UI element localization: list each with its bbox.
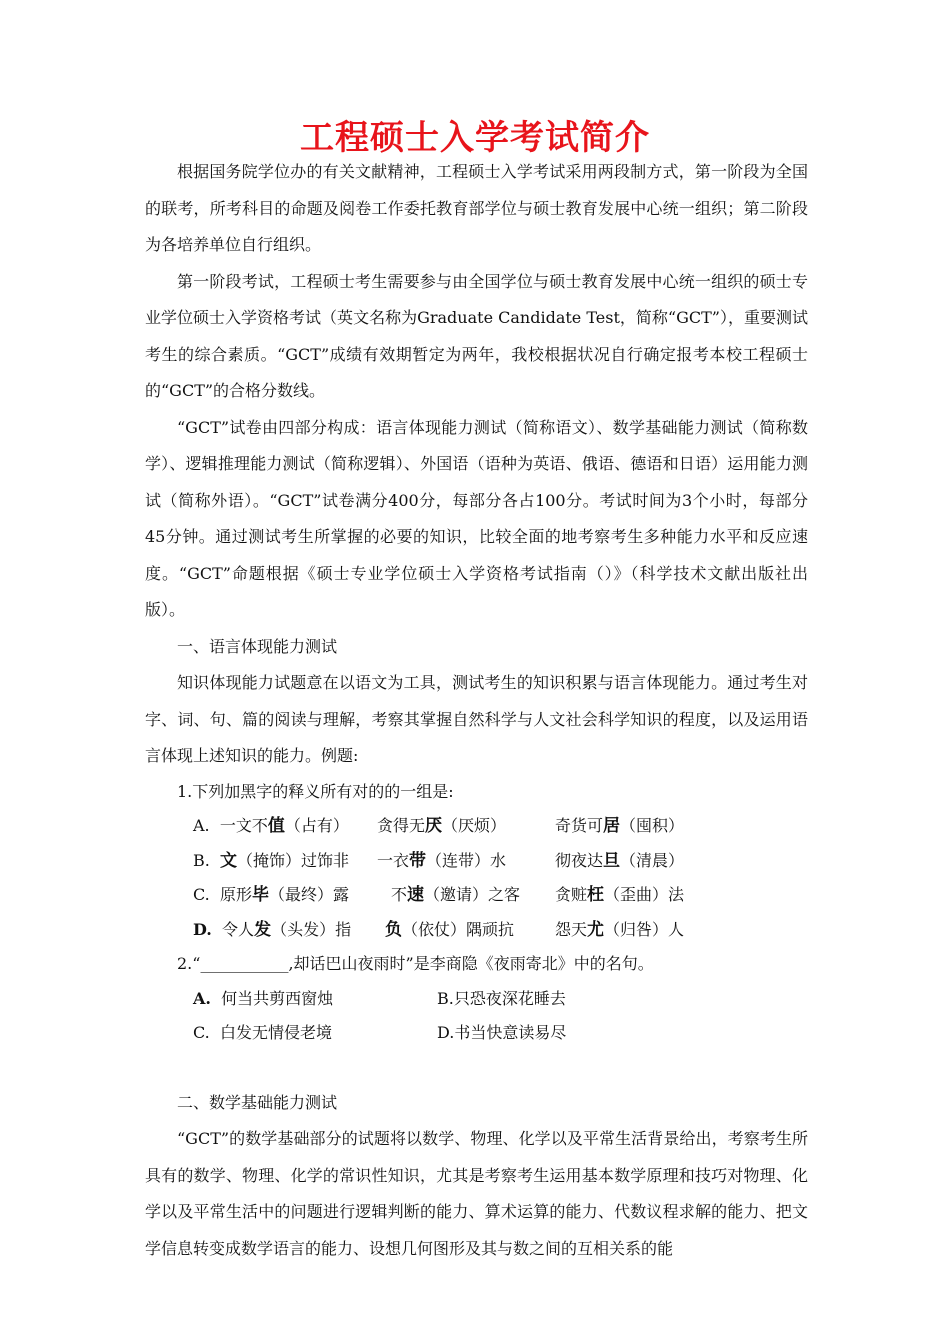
question-2-option-a: A. 何当共剪西窗烛 (193, 988, 334, 1008)
document-body (145, 154, 808, 1267)
option-d-item-3: 怨天尤（归咎）人 (555, 919, 685, 940)
page-title: 工程硕士入学考试简介 (300, 118, 650, 158)
option-c-item-3: 贪赃枉（歪曲）法 (555, 885, 685, 905)
option-a-item-3: 奇货可居（囤积） (555, 816, 685, 836)
intro-paragraph-2: 第一阶段考试，工程硕士考生需要参与由全国学位与硕士教育发展中心统一组织的硕士专业学位硕士入学资格考试（英文名称为Graduate Candidate Test，简称“GCT”），重要测试考生的综合素质。“GCT”成绩有效期暂定为两年，我校根据状况自行确定报考本校工程硕士的“GCT”的合格分数线。 (145, 271, 808, 400)
option-d-item-2: 负（依仗）隅顽抗 (385, 919, 515, 940)
question-2-options-row-2 (145, 1016, 808, 1051)
option-b-item-2: 一衣带（连带）水 (377, 850, 507, 871)
question-2-options-row-1 (145, 982, 808, 1017)
section-1-description: 知识体现能力试题意在以语文为工具，测试考生的知识积累与语言体现能力。通过考生对字、词、句、篇的阅读与理解，考察其掌握自然科学与人文社会科学知识的程度，以及运用语言体现上述知识的能力。例题: (145, 673, 808, 765)
option-b-item-3: 彻夜达旦（清晨） (555, 850, 685, 871)
question-1-option-b (145, 844, 808, 879)
section-2-heading: 二、数学基础能力测试 (177, 1092, 338, 1112)
section-spacer (145, 1051, 808, 1085)
option-c-item-1: C. 原形毕（最终）露 (193, 885, 349, 905)
question-2-option-b: B.只恐夜深花睡去 (437, 988, 566, 1008)
option-a-item-2: 贪得无厌（厌烦） (377, 816, 507, 836)
intro-paragraph-3: “GCT”试卷由四部分构成：语言体现能力测试（简称语文）、数学基础能力测试（简称数学）、逻辑推理能力测试（简称逻辑）、外国语（语种为英语、俄语、德语和日语）运用能力测试（简称外语）。“GCT”试卷满分400分，每部分各占100分。考试时间为3个小时，每部分45分钟。通过测试考生所掌握的必要的知识，比较全面的地考察考生多种能力水平和反应速度。“GCT”命题根据《硕士专业学位硕士入学资格考试指南（）》（科学技术文献出版社出版）。 (145, 417, 808, 619)
option-b-item-1: B. 文（掩饰）过饰非 (193, 850, 350, 871)
question-2-option-d: D.书当快意读易尽 (437, 1023, 567, 1042)
question-1-option-c (145, 878, 808, 913)
question-1-option-a (145, 809, 808, 844)
question-1-option-d (145, 913, 808, 948)
question-2-option-c: C. 白发无情侵老境 (193, 1023, 332, 1042)
section-1-heading: 一、语言体现能力测试 (177, 636, 338, 656)
option-a-item-1: A. 一文不值（占有） (193, 816, 349, 836)
section-2-description: “GCT”的数学基础部分的试题将以数学、物理、化学以及平常生活背景给出，考察考生所具有的数学、物理、化学的常识性知识，尤其是考察考生运用基本数学原理和技巧对物理、化学以及平常生活中的问题进行逻辑判断的能力、算术运算的能力、代数议程求解的能力、把文学信息转变成数学语言的能力、设想几何图形及其与数之间的互相关系的能 (145, 1129, 808, 1258)
option-d-item-1: D. 令人发（头发）指 (193, 919, 352, 940)
option-c-item-2: 不速（邀请）之客 (391, 885, 521, 905)
question-1-stem: 1.下列加黑字的释义所有对的的一组是: (177, 781, 454, 801)
question-2-stem: 2.“___________,却话巴山夜雨时”是李商隐《夜雨寄北》中的名句。 (177, 954, 654, 973)
intro-paragraph-1: 根据国务院学位办的有关文献精神，工程硕士入学考试采用两段制方式，第一阶段为全国的联考，所考科目的命题及阅卷工作委托教育部学位与硕士教育发展中心统一组织；第二阶段为各培养单位自行组织。 (145, 162, 808, 254)
